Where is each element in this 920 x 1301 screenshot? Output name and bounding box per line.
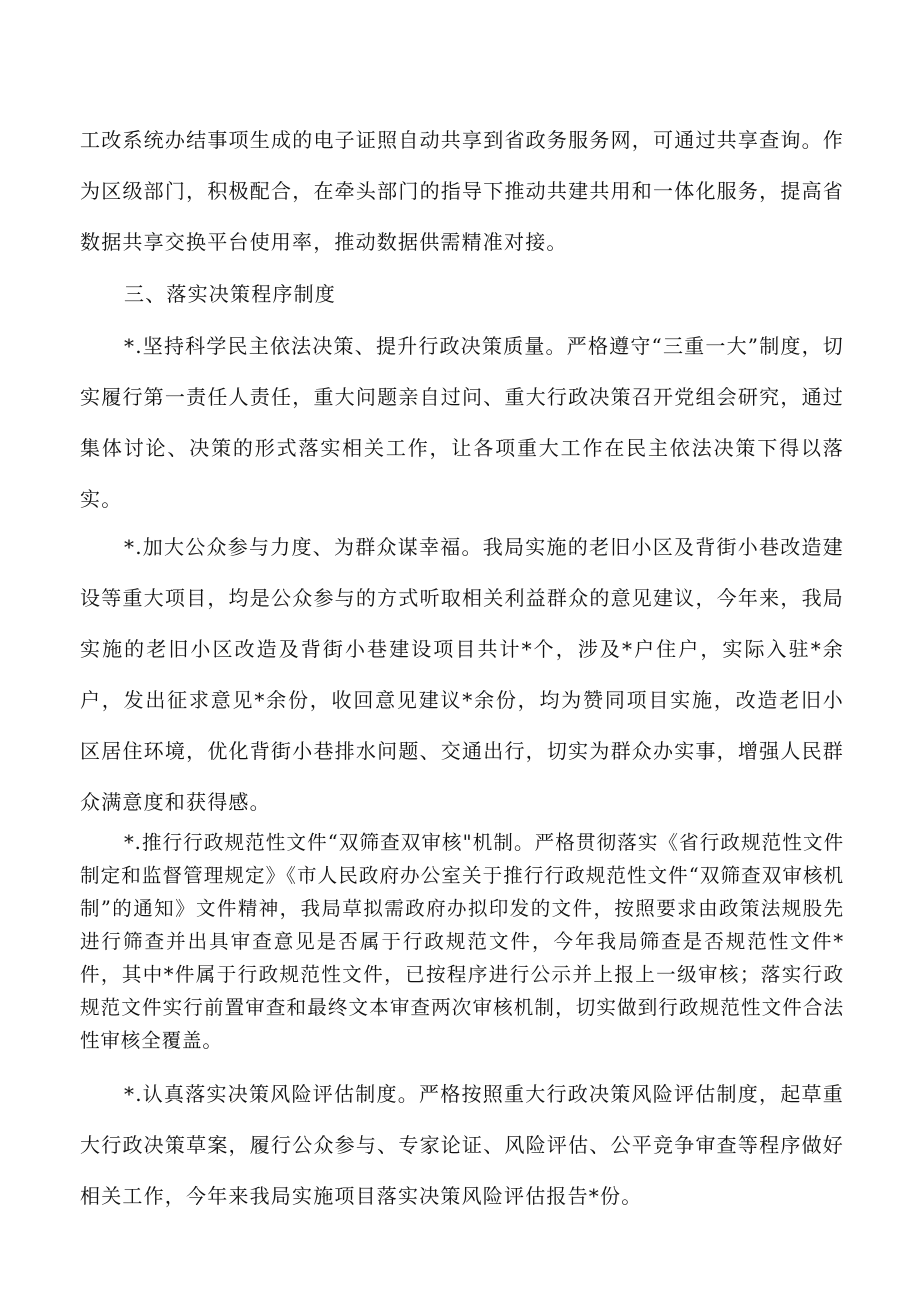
paragraph-continuation: 工改系统办结事项生成的电子证照自动共享到省政务服务网，可通过共享查询。作为区级部门，积极配合，在牵头部门的指导下推动共建共用和一体化服务，提高省数据共享交换平台使用率，推动数据供需精准对接。 <box>80 128 844 254</box>
paragraph-normative-documents: *.推行行政规范性文件“双筛查双审核"机制。严格贯彻落实《省行政规范性文件制定和监督管理规定》《市人民政府办公室关于推行行政规范性文件“双筛查双审核机制”的通知》文件精神，我局草拟需政府办拟印发的文件，按照要求由政策法规股先进行筛查并出具审查意见是否属于行政规范文件，今年我局筛查是否规范性文件*件，其中*件属于行政规范性文件，已按程序进行公示并上报上一级审核；落实行政规范文件实行前置审查和最终文本审查两次审核机制，切实做到行政规范性文件合法性审核全覆盖。 <box>80 831 844 1052</box>
paragraph-public-participation: *.加大公众参与力度、为群众谋幸福。我局实施的老旧小区及背街小巷改造建设等重大项目，均是公众参与的方式听取相关利益群众的意见建议，今年来，我局实施的老旧小区改造及背街小巷建设项目共计*个，涉及*户住户，实际入驻*余户，发出征求意见*余份，收回意见建议*余份，均为赞同项目实施，改造老旧小区居住环境，优化背街小巷排水问题、交通出行，切实为群众办实事，增强人民群众满意度和获得感。 <box>80 535 844 814</box>
section-heading: 三、落实决策程序制度 <box>124 282 336 306</box>
paragraph-decision-quality: *.坚持科学民主依法决策、提升行政决策质量。严格遵守“三重一大”制度，切实履行第一责任人责任，重大问题亲自过问、重大行政决策召开党组会研究，通过集体讨论、决策的形式落实相关工作，让各项重大工作在民主依法决策下得以落实。 <box>80 334 845 511</box>
paragraph-risk-assessment: *.认真落实决策风险评估制度。严格按照重大行政决策风险评估制度，起草重大行政决策草案，履行公众参与、专家论证、风险评估、公平竞争审查等程序做好相关工作，今年来我局实施项目落实决策风险评估报告*份。 <box>80 1082 844 1208</box>
